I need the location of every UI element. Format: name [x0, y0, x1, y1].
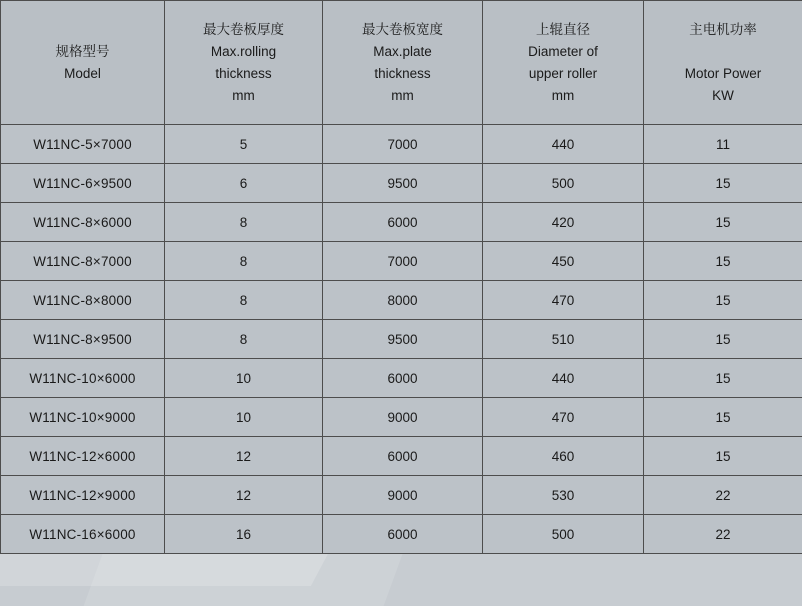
header-spacer	[646, 41, 800, 63]
cell-value: 8	[165, 203, 323, 242]
table-row	[1, 359, 802, 398]
header-line: mm	[485, 85, 641, 107]
cell-value: 15	[644, 437, 802, 476]
cell-model: W11NC-6×9500	[1, 164, 165, 203]
header-line: mm	[167, 85, 320, 107]
cell-model: W11NC-10×9000	[1, 398, 165, 437]
header-line: 上辊直径	[485, 19, 641, 41]
cell-value: 470	[483, 398, 644, 437]
cell-value: 22	[644, 515, 802, 554]
cell-value: 16	[165, 515, 323, 554]
header-line: Max.plate	[325, 41, 480, 63]
cell-value: 15	[644, 203, 802, 242]
cell-value: 440	[483, 359, 644, 398]
cell-value: 6000	[323, 515, 483, 554]
cell-model: W11NC-16×6000	[1, 515, 165, 554]
cell-value: 8	[165, 242, 323, 281]
table-row	[1, 476, 802, 515]
cell-value: 450	[483, 242, 644, 281]
cell-value: 15	[644, 320, 802, 359]
cell-value: 7000	[323, 242, 483, 281]
column-header-upper-roller-diameter	[483, 1, 644, 125]
table-row	[1, 125, 802, 164]
cell-model: W11NC-12×6000	[1, 437, 165, 476]
cell-model: W11NC-8×7000	[1, 242, 165, 281]
table-row	[1, 515, 802, 554]
header-line: mm	[325, 85, 480, 107]
column-header-motor-power	[644, 1, 802, 125]
cell-value: 10	[165, 359, 323, 398]
header-line: Diameter of	[485, 41, 641, 63]
column-header-max-rolling-thickness	[165, 1, 323, 125]
cell-model: W11NC-10×6000	[1, 359, 165, 398]
cell-value: 6000	[323, 359, 483, 398]
table-row	[1, 320, 802, 359]
cell-value: 9000	[323, 476, 483, 515]
cell-model: W11NC-8×8000	[1, 281, 165, 320]
cell-model: W11NC-12×9000	[1, 476, 165, 515]
cell-value: 460	[483, 437, 644, 476]
header-line: 最大卷板厚度	[167, 19, 320, 41]
cell-value: 440	[483, 125, 644, 164]
cell-value: 500	[483, 164, 644, 203]
header-line: Max.rolling	[167, 41, 320, 63]
cell-value: 22	[644, 476, 802, 515]
cell-value: 9500	[323, 164, 483, 203]
table-header	[1, 1, 802, 125]
header-line: 最大卷板宽度	[325, 19, 480, 41]
cell-value: 15	[644, 359, 802, 398]
header-line: 规格型号	[3, 41, 162, 63]
cell-value: 5	[165, 125, 323, 164]
cell-value: 420	[483, 203, 644, 242]
cell-model: W11NC-8×6000	[1, 203, 165, 242]
cell-value: 6000	[323, 203, 483, 242]
cell-value: 530	[483, 476, 644, 515]
cell-value: 7000	[323, 125, 483, 164]
cell-value: 15	[644, 242, 802, 281]
cell-value: 9000	[323, 398, 483, 437]
cell-value: 15	[644, 281, 802, 320]
cell-value: 15	[644, 164, 802, 203]
table-header-row	[1, 1, 802, 125]
cell-value: 510	[483, 320, 644, 359]
header-line: Motor Power	[646, 63, 800, 85]
table-row	[1, 281, 802, 320]
header-line: Model	[3, 63, 162, 85]
cell-model: W11NC-8×9500	[1, 320, 165, 359]
cell-value: 6000	[323, 437, 483, 476]
cell-value: 6	[165, 164, 323, 203]
header-line: 主电机功率	[646, 19, 800, 41]
header-line: upper roller	[485, 63, 641, 85]
header-line: thickness	[167, 63, 320, 85]
cell-value: 12	[165, 476, 323, 515]
cell-value: 8000	[323, 281, 483, 320]
table-row	[1, 242, 802, 281]
cell-value: 9500	[323, 320, 483, 359]
table-body	[1, 125, 802, 554]
column-header-max-plate-width	[323, 1, 483, 125]
table-row	[1, 203, 802, 242]
cell-value: 8	[165, 281, 323, 320]
cell-model: W11NC-5×7000	[1, 125, 165, 164]
cell-value: 15	[644, 398, 802, 437]
cell-value: 470	[483, 281, 644, 320]
cell-value: 8	[165, 320, 323, 359]
cell-value: 11	[644, 125, 802, 164]
table-row	[1, 437, 802, 476]
cell-value: 12	[165, 437, 323, 476]
table-row	[1, 398, 802, 437]
header-line: KW	[646, 85, 800, 107]
table-row	[1, 164, 802, 203]
header-line: thickness	[325, 63, 480, 85]
column-header-model	[1, 1, 165, 125]
cell-value: 500	[483, 515, 644, 554]
cell-value: 10	[165, 398, 323, 437]
